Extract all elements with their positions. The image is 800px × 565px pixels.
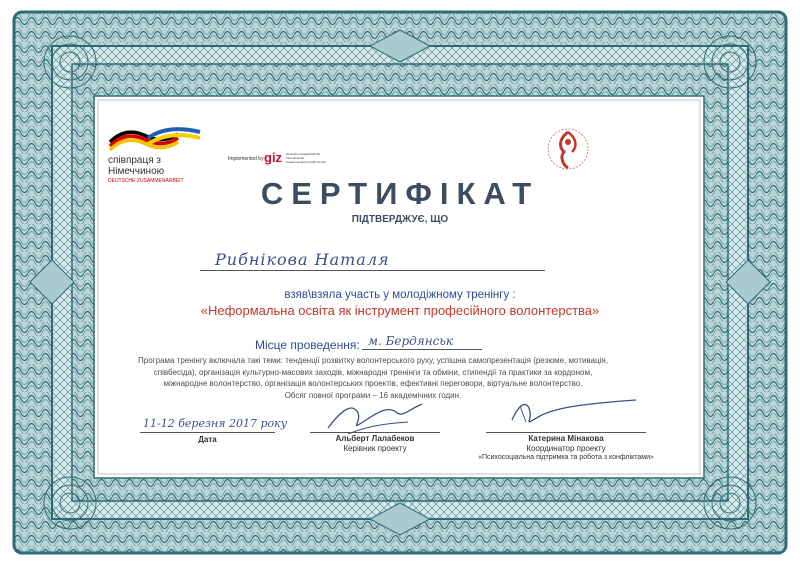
venue-line bbox=[362, 349, 482, 350]
partner-logo bbox=[108, 122, 228, 182]
signer1-name: Альберт Лалабеков bbox=[335, 434, 415, 443]
signature-2 bbox=[500, 392, 640, 432]
recipient-name: Рибнікова Наталя bbox=[215, 250, 390, 269]
date-line bbox=[140, 432, 275, 433]
date-label: Дата bbox=[198, 435, 217, 444]
partner-line2: Німеччиною bbox=[108, 166, 165, 177]
signer2-name: Катерина Мінакова bbox=[528, 434, 604, 443]
giz-description: Deutsche Gesellschaft für Internationale Zusammenarbeit (GIZ) GmbH bbox=[286, 152, 326, 164]
date-value: 11-12 березня 2017 року bbox=[143, 417, 288, 430]
partner-line3: DEUTSCHE ZUSAMMENARBEIT bbox=[108, 178, 184, 184]
venue-label: Місце проведення: bbox=[255, 338, 360, 352]
signer2-organization: «Психосоціальна підтримка та робота з конфліктами» bbox=[478, 454, 654, 461]
implemented-by-label: Implemented by bbox=[228, 156, 264, 162]
signer2-line bbox=[486, 432, 646, 433]
recipient-name-line bbox=[200, 270, 545, 271]
signer1-line bbox=[310, 432, 440, 433]
certificate-subtitle: ПІДТВЕРДЖУЄ, ЩО bbox=[351, 214, 449, 225]
venue-value: м. Бердянськ bbox=[368, 334, 454, 348]
participation-text: взяв\взяла участь у молодіжному тренінгу : bbox=[284, 289, 516, 301]
flag-swoosh-icon bbox=[108, 122, 203, 154]
training-title: «Неформальна освіта як інструмент професійного волонтерства» bbox=[200, 303, 600, 318]
signer1-role: Керівник проекту bbox=[343, 444, 407, 453]
certificate-title: СЕРТИФІКАТ bbox=[260, 176, 540, 211]
program-volume: Обсяг повної програми – 16 академічних годин. bbox=[284, 390, 462, 400]
signer2-role: Координатор проекту bbox=[526, 444, 606, 453]
program-text: Програма тренінгу включала такі теми: тенденції розвитку волонтерського руху, успішна самопрезентація (резюме, мотивація, співбесіда), організація культурно-масових заходів, міжнародні тренінги та обміни, стипендії та практики за кордоном, міжнародне волонтерство, організація волонтерських проектів, ефективні переговори, віртуальне волонтерство. bbox=[138, 356, 608, 388]
giz-wordmark: giz bbox=[264, 150, 283, 165]
giz-logo bbox=[228, 150, 328, 170]
organization-emblem-icon bbox=[540, 124, 596, 174]
partner-line1: співпраця з bbox=[108, 155, 161, 166]
